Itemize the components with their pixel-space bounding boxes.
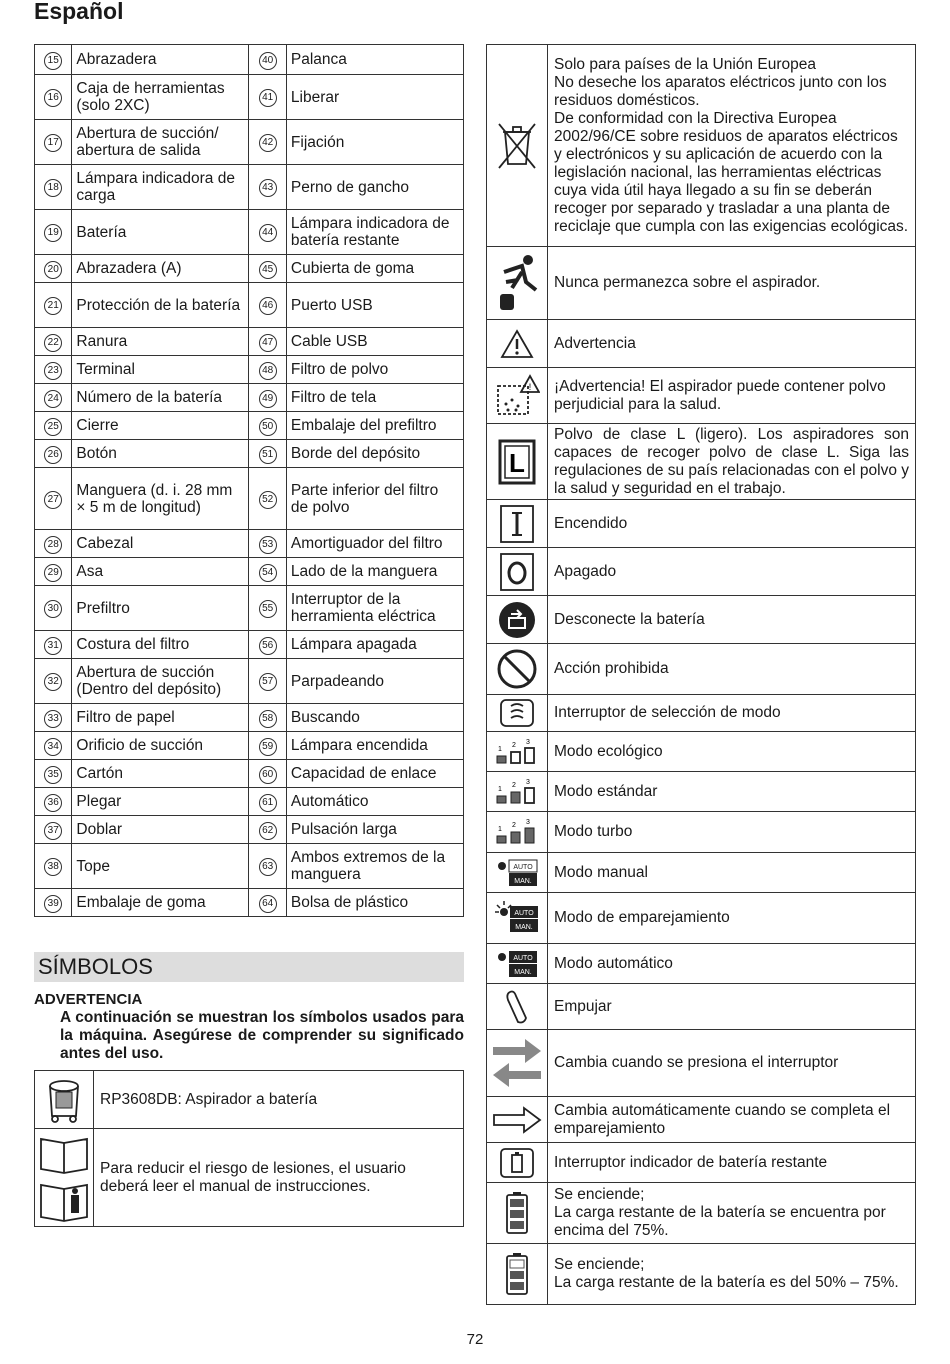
parts-row <box>35 704 464 732</box>
part-label: Embalaje de goma <box>76 894 206 911</box>
part-label: Lámpara encendida <box>290 737 428 754</box>
parts-row <box>35 255 464 283</box>
push-icon <box>487 984 548 1030</box>
symbol-row <box>487 45 916 247</box>
part-label: Interruptor de la herramienta eléctrica <box>290 591 436 625</box>
part-number: 45 <box>259 261 277 279</box>
language-heading: Español <box>34 0 124 24</box>
svg-text:1: 1 <box>498 826 502 833</box>
part-label: Puerto USB <box>290 296 373 314</box>
svg-text:L: L <box>509 447 525 478</box>
part-label: Parpadeando <box>290 672 384 690</box>
symbol-description: ¡Advertencia! El aspirador puede contener polvo perjudicial para la salud. <box>548 368 916 424</box>
symbol-description: Interruptor indicador de batería restante <box>548 1143 916 1183</box>
symbol-row <box>487 596 916 644</box>
part-number: 63 <box>259 858 277 876</box>
parts-row <box>35 412 464 440</box>
symbol-description: Encendido <box>548 500 916 548</box>
symbol-description: Cambia automáticamente cuando se completa el emparejamiento <box>548 1097 916 1143</box>
symbol-description: Apagado <box>548 548 916 596</box>
part-label: Orificio de succión <box>76 737 204 754</box>
symbol-description: Modo de emparejamiento <box>548 893 916 944</box>
parts-row <box>35 210 464 255</box>
battery-full-icon <box>487 1183 548 1244</box>
symbols-heading: SÍMBOLOS <box>34 952 464 982</box>
symbol-row <box>487 1030 916 1097</box>
crossed-bin-icon <box>487 45 548 247</box>
part-number: 57 <box>259 673 277 691</box>
parts-row <box>35 889 464 917</box>
left-symbols-table <box>34 1070 464 1227</box>
parts-row <box>35 165 464 210</box>
parts-row <box>35 530 464 558</box>
parts-row <box>35 75 464 120</box>
svg-text:AUTO: AUTO <box>513 863 533 871</box>
part-label: Cartón <box>76 765 123 782</box>
symbol-description: Modo ecológico <box>548 732 916 772</box>
part-label: Abertura de succión/ abertura de salida <box>76 125 219 159</box>
symbol-row <box>487 644 916 695</box>
parts-row <box>35 760 464 788</box>
part-number: 22 <box>44 334 62 352</box>
symbol-row <box>487 772 916 812</box>
symbol-row <box>487 500 916 548</box>
part-number: 56 <box>259 637 277 655</box>
parts-row <box>35 328 464 356</box>
parts-row <box>35 120 464 165</box>
auto-mode-icon <box>487 944 548 984</box>
part-number: 49 <box>259 390 277 408</box>
symbol-description: Nunca permanezca sobre el aspirador. <box>548 247 916 320</box>
svg-text:1: 1 <box>498 785 502 793</box>
part-number: 41 <box>259 89 277 107</box>
symbol-description: Se enciende; La carga restante de la batería se encuentra por encima del 75%. <box>548 1183 916 1244</box>
part-number: 15 <box>44 52 62 70</box>
svg-text:MAN.: MAN. <box>514 968 532 976</box>
part-label: Liberar <box>290 88 340 106</box>
svg-text:3: 3 <box>526 778 530 786</box>
svg-text:MAN.: MAN. <box>515 924 533 931</box>
part-label: Tope <box>76 857 111 875</box>
part-label: Borde del depósito <box>290 445 421 462</box>
symbol-description: Empujar <box>548 984 916 1030</box>
symbol-description: Interruptor de selección de modo <box>548 695 916 732</box>
part-label: Ranura <box>76 333 128 350</box>
svg-text:MAN.: MAN. <box>514 877 532 885</box>
page-number: 72 <box>466 1331 484 1348</box>
symbol-description: Cambia cuando se presiona el interruptor <box>548 1030 916 1097</box>
symbol-row <box>487 853 916 893</box>
part-number: 26 <box>44 446 62 464</box>
part-number: 16 <box>44 89 62 107</box>
part-number: 44 <box>259 224 277 242</box>
part-number: 24 <box>44 390 62 408</box>
svg-text:1: 1 <box>498 745 502 753</box>
part-number: 50 <box>259 418 277 436</box>
symbol-row <box>487 247 916 320</box>
turbo-mode-icon <box>487 812 548 853</box>
parts-row <box>35 659 464 704</box>
eco-mode-icon <box>487 732 548 772</box>
parts-row <box>35 468 464 530</box>
part-number: 40 <box>259 52 277 70</box>
svg-text:AUTO: AUTO <box>513 954 533 962</box>
symbol-description: Solo para países de la Unión Europea No deseche los aparatos eléctricos junto con los residuos domésticos. De conformidad con la Directiva Europea 2002/96/CE sobre residuos de aparatos eléctricos y electrónicos y su aplicación de acuerdo con la legislación nacional, las herramientas eléctricas cuya vida útil haya llegado a su fin se deberán recoger por separado y trasladar a una planta de reciclaje que cumpla con las exigencias ecológicas. <box>548 45 916 247</box>
part-number: 35 <box>44 766 62 784</box>
part-label: Automático <box>290 793 369 810</box>
pairing-mode-icon <box>487 893 548 944</box>
part-number: 53 <box>259 536 277 554</box>
parts-row <box>35 816 464 844</box>
part-label: Batería <box>76 223 127 241</box>
part-label: Lámpara apagada <box>290 636 417 653</box>
parts-row <box>35 586 464 631</box>
part-number: 32 <box>44 673 62 691</box>
part-label: Protección de la batería <box>76 296 241 314</box>
part-label: Fijación <box>290 133 345 151</box>
class-l-icon <box>487 424 548 500</box>
part-label: Abrazadera (A) <box>76 260 182 277</box>
symbol-row <box>487 695 916 732</box>
symbol-row <box>487 944 916 984</box>
parts-row <box>35 283 464 328</box>
part-number: 34 <box>44 738 62 756</box>
part-number: 42 <box>259 134 277 152</box>
part-label: Abrazadera <box>76 51 157 68</box>
part-label: Pulsación larga <box>290 821 397 838</box>
read-manual-icon <box>35 1129 94 1227</box>
symbol-description: Para reducir el riesgo de lesiones, el usuario deberá leer el manual de instrucciones. <box>94 1129 464 1227</box>
power-off-icon <box>487 548 548 596</box>
part-label: Cierre <box>76 417 119 434</box>
symbol-row <box>487 320 916 368</box>
symbol-row <box>35 1071 464 1129</box>
symbol-row <box>487 893 916 944</box>
part-label: Abertura de succión (Dentro del depósito) <box>76 664 222 698</box>
part-number: 30 <box>44 600 62 618</box>
part-label: Capacidad de enlace <box>290 765 437 782</box>
right-symbols-table <box>486 44 916 1305</box>
part-label: Costura del filtro <box>76 636 190 653</box>
disconnect-battery-icon <box>487 596 548 644</box>
part-label: Manguera (d. i. 28 mm × 5 m de longitud) <box>76 481 233 516</box>
part-label: Asa <box>76 563 104 580</box>
part-label: Ambos extremos de la manguera <box>290 849 446 883</box>
battery-half-icon <box>487 1244 548 1305</box>
no-standing-icon <box>487 247 548 320</box>
mode-switch-icon <box>487 695 548 732</box>
part-label: Cabezal <box>76 535 134 552</box>
part-number: 20 <box>44 261 62 279</box>
outline-arrow-icon <box>487 1097 548 1143</box>
part-label: Lámpara indicadora de batería restante <box>290 215 450 249</box>
part-number: 43 <box>259 179 277 197</box>
parts-row <box>35 631 464 659</box>
warning-triangle-icon <box>487 320 548 368</box>
symbol-description: Polvo de clase L (ligero). Los aspiradores son capaces de recoger polvo de clase L. Siga las regulaciones de su país relacionadas con el polvo y la salud y seguridad en el trabajo. <box>548 424 916 500</box>
symbol-row <box>487 1244 916 1305</box>
svg-text:2: 2 <box>512 781 516 789</box>
part-number: 17 <box>44 134 62 152</box>
parts-table <box>34 44 464 917</box>
symbol-description: Modo manual <box>548 853 916 893</box>
part-number: 33 <box>44 710 62 728</box>
symbol-description: Acción prohibida <box>548 644 916 695</box>
part-label: Bolsa de plástico <box>290 894 409 911</box>
part-number: 61 <box>259 794 277 812</box>
svg-text:3: 3 <box>526 738 530 746</box>
dust-warning-icon <box>487 368 548 424</box>
part-number: 52 <box>259 491 277 509</box>
part-number: 19 <box>44 224 62 242</box>
part-number: 59 <box>259 738 277 756</box>
parts-row <box>35 440 464 468</box>
part-number: 18 <box>44 179 62 197</box>
symbol-row <box>487 424 916 500</box>
part-number: 38 <box>44 858 62 876</box>
power-on-icon <box>487 500 548 548</box>
part-label: Cable USB <box>290 333 368 350</box>
parts-row <box>35 732 464 760</box>
press-arrows-icon <box>487 1030 548 1097</box>
prohibited-icon <box>487 644 548 695</box>
part-number: 48 <box>259 362 277 380</box>
part-number: 37 <box>44 822 62 840</box>
warning-text: A continuación se muestran los símbolos usados para la máquina. Asegúrese de comprender su significado antes del uso. <box>60 1009 464 1062</box>
parts-row <box>35 558 464 586</box>
part-label: Perno de gancho <box>290 178 409 196</box>
warning-heading: ADVERTENCIA <box>34 991 143 1008</box>
part-label: Embalaje del prefiltro <box>290 417 437 434</box>
part-label: Lado de la manguera <box>290 563 438 580</box>
part-label: Buscando <box>290 709 360 726</box>
vacuum-icon <box>35 1071 94 1129</box>
part-number: 21 <box>44 297 62 315</box>
part-number: 47 <box>259 334 277 352</box>
part-number: 23 <box>44 362 62 380</box>
symbol-description: Se enciende; La carga restante de la batería es del 50% – 75%. <box>548 1244 916 1305</box>
manual-mode-icon <box>487 853 548 893</box>
part-label: Prefiltro <box>76 599 130 617</box>
svg-text:2: 2 <box>512 822 516 829</box>
symbol-row <box>35 1129 464 1227</box>
part-label: Botón <box>76 445 117 462</box>
svg-text:AUTO: AUTO <box>514 910 534 917</box>
part-label: Parte inferior del filtro de polvo <box>290 481 439 516</box>
part-label: Lámpara indicadora de carga <box>76 170 235 204</box>
part-label: Filtro de polvo <box>290 361 389 378</box>
parts-row <box>35 45 464 75</box>
symbol-row <box>487 984 916 1030</box>
symbol-description: Modo automático <box>548 944 916 984</box>
part-number: 29 <box>44 564 62 582</box>
part-label: Amortiguador del filtro <box>290 535 443 552</box>
symbol-row <box>487 1143 916 1183</box>
symbol-row <box>487 368 916 424</box>
symbol-description: Advertencia <box>548 320 916 368</box>
part-number: 54 <box>259 564 277 582</box>
part-number: 58 <box>259 710 277 728</box>
part-number: 27 <box>44 491 62 509</box>
symbol-row <box>487 812 916 853</box>
symbol-description: Modo estándar <box>548 772 916 812</box>
part-number: 60 <box>259 766 277 784</box>
part-label: Caja de herramientas (solo 2XC) <box>76 80 225 114</box>
part-label: Cubierta de goma <box>290 260 415 277</box>
parts-row <box>35 788 464 816</box>
standard-mode-icon <box>487 772 548 812</box>
symbol-row <box>487 548 916 596</box>
svg-text:!: ! <box>528 381 532 392</box>
symbol-description: RP3608DB: Aspirador a batería <box>94 1071 464 1129</box>
part-number: 28 <box>44 536 62 554</box>
part-label: Filtro de tela <box>290 389 377 406</box>
svg-text:3: 3 <box>526 819 530 826</box>
parts-row <box>35 384 464 412</box>
part-number: 25 <box>44 418 62 436</box>
part-label: Filtro de papel <box>76 709 175 726</box>
part-number: 55 <box>259 600 277 618</box>
parts-row <box>35 844 464 889</box>
part-label: Terminal <box>76 361 135 378</box>
part-number: 36 <box>44 794 62 812</box>
part-number: 51 <box>259 446 277 464</box>
symbol-row <box>487 1183 916 1244</box>
part-number: 31 <box>44 637 62 655</box>
svg-text:2: 2 <box>512 741 516 749</box>
parts-row <box>35 356 464 384</box>
symbol-description: Modo turbo <box>548 812 916 853</box>
symbol-description: Desconecte la batería <box>548 596 916 644</box>
part-number: 39 <box>44 895 62 913</box>
part-label: Número de la batería <box>76 389 223 406</box>
part-label: Plegar <box>76 793 122 810</box>
battery-indicator-switch-icon <box>487 1143 548 1183</box>
part-label: Palanca <box>290 51 347 68</box>
part-number: 62 <box>259 822 277 840</box>
symbol-row <box>487 1097 916 1143</box>
symbol-row <box>487 732 916 772</box>
part-label: Doblar <box>76 821 123 838</box>
part-number: 64 <box>259 895 277 913</box>
part-number: 46 <box>259 297 277 315</box>
